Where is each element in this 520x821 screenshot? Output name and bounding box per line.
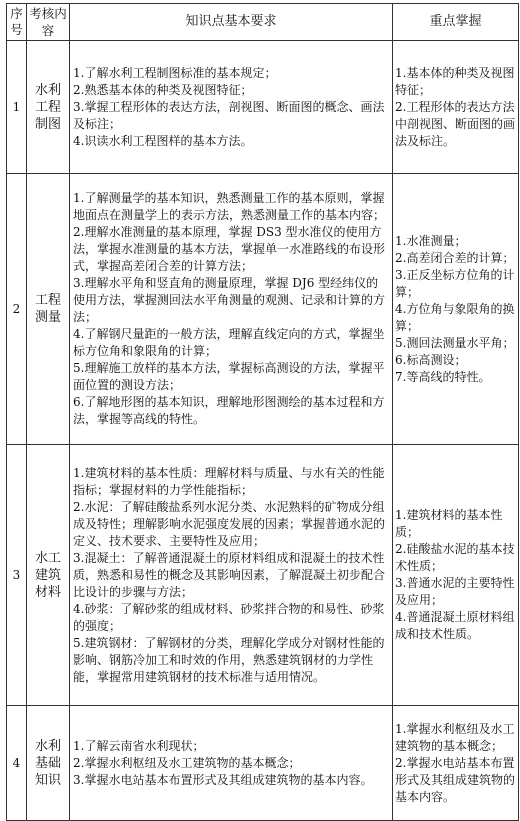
row-content: 水工建筑材料 (27, 445, 70, 706)
header-key-points: 重点掌握 (393, 4, 519, 41)
requirement-item: 3.掌握水电站基本布置形式及其组成建筑物的基本内容。 (73, 772, 373, 787)
requirement-item: 2.水泥：了解硅酸盐系列水泥分类、水泥熟料的矿物成分组成及特性；理解影响水泥强度发展的因素；掌握普通水泥的定义、技术要求、主要特性及应用； (73, 499, 386, 548)
header-requirements: 知识点基本要求 (70, 4, 393, 41)
row-key-points (393, 445, 519, 706)
requirement-item: 2.掌握水利枢纽及水工建筑物的基本概念； (73, 755, 301, 770)
key-point-item: 1.基本体的种类及视图特征； (395, 65, 515, 97)
key-point-item: 2.工程形体的表达方法中剖视图、断面图的画法及标注。 (395, 99, 516, 148)
requirement-item: 4.识读水利工程图样的基本方法。 (73, 133, 253, 148)
requirement-item: 1.了解测量学的基本知识，熟悉测量工作的基本原则，掌握地面点在测量学上的表示方法，熟悉测量工作的基本内容； (73, 191, 386, 222)
key-point-item: 5.测回法测量水平角； (395, 335, 515, 350)
row-number: 3 (7, 445, 27, 706)
table-row (7, 706, 519, 821)
key-point-item: 3.普通水泥的主要特性及应用； (395, 576, 515, 607)
row-number: 4 (7, 706, 27, 821)
key-point-item: 4.普通混凝土原材料组成和技术性质。 (395, 610, 515, 641)
row-requirements (70, 174, 393, 445)
row-requirements (70, 706, 393, 821)
key-point-item: 1.掌握水利枢纽及水工建筑物的基本概念； (395, 721, 515, 753)
row-key-points (393, 174, 519, 445)
row-content: 工程测量 (27, 174, 70, 445)
row-number: 1 (7, 41, 27, 174)
requirement-item: 5.理解施工放样的基本方法，掌握标高测设的方法，掌握平面位置的测设方法； (73, 361, 385, 392)
table-row (7, 445, 519, 706)
key-point-item: 6.标高测设； (395, 352, 467, 367)
row-number: 2 (7, 174, 27, 445)
requirement-item: 3.混凝土：了解普通混凝土的原材料组成和混凝土的技术性质，熟悉和易性的概念及其影响因素，了解混凝土初步配合比设计的步骤与方法； (73, 550, 386, 599)
header-no: 序号 (7, 4, 27, 41)
key-point-item: 3.正反坐标方位角的计算； (395, 267, 515, 299)
requirement-item: 4.了解钢尺量距的一般方法，理解直线定向的方式，掌握坐标方位角和象限角的计算； (73, 327, 385, 358)
row-requirements (70, 445, 393, 706)
table-row (7, 41, 519, 174)
requirement-item: 3.理解水平角和竖直角的测量原理，掌握 DJ6 型经纬仪的使用方法，掌握测回法水平角测量的观测、记录和计算的方法； (73, 276, 386, 324)
row-key-points (393, 706, 519, 821)
row-key-points (393, 41, 519, 174)
requirement-item: 2.熟悉基本体的种类及视图特征； (73, 82, 253, 97)
row-content: 水利工程制图 (27, 41, 70, 174)
key-point-item: 1.建筑材料的基本性质； (395, 508, 503, 539)
requirement-item: 1.了解水利工程制图标准的基本规定； (73, 65, 277, 80)
key-point-item: 4.方位角与象限角的换算； (395, 301, 515, 333)
requirement-item: 1.了解云南省水利现状； (73, 738, 205, 753)
header-content: 考核内容 (27, 4, 70, 41)
requirement-item: 6.了解地形图的基本知识，理解地形图测绘的基本过程和方法，掌握等高线的特性。 (73, 395, 385, 426)
table-body (7, 41, 519, 821)
key-point-item: 2.高差闭合差的计算； (395, 250, 515, 265)
table-header (7, 4, 519, 41)
key-point-item: 2.硅酸盐水泥的基本技术性质； (395, 542, 515, 573)
row-requirements (70, 41, 393, 174)
requirement-item: 5.建筑钢材：了解钢材的分类，理解化学成分对钢材性能的影响、钢筋冷加工和时效的作用，熟悉建筑钢材的力学性能，掌握常用建筑钢材的技术标准与适用情况。 (73, 635, 385, 684)
table-row (7, 174, 519, 445)
key-point-item: 1.水准测量； (395, 233, 467, 248)
requirement-item: 3.掌握工程形体的表达方法，剖视图、断面图的概念、画法及标注； (73, 99, 385, 131)
key-point-item: 2.掌握水电站基本布置形式及其组成建筑物的基本内容。 (395, 755, 516, 804)
exam-requirements-table (6, 3, 519, 821)
row-content: 水利基础知识 (27, 706, 70, 821)
key-point-item: 7.等高线的特性。 (395, 369, 491, 384)
requirement-item: 4.砂浆：了解砂浆的组成材料、砂浆拌合物的和易性、砂浆的强度； (73, 601, 385, 633)
header-row (7, 4, 519, 41)
requirement-item: 1.建筑材料的基本性质：理解材料与质量、与水有关的性能指标；掌握材料的力学性能指标； (73, 465, 385, 497)
requirement-item: 2.理解水准测量的基本原理，掌握 DS3 型水准仪的使用方法，掌握水准测量的基本方法，掌握单一水准路线的布设形式，掌握高差闭合差的计算方法； (73, 225, 386, 273)
